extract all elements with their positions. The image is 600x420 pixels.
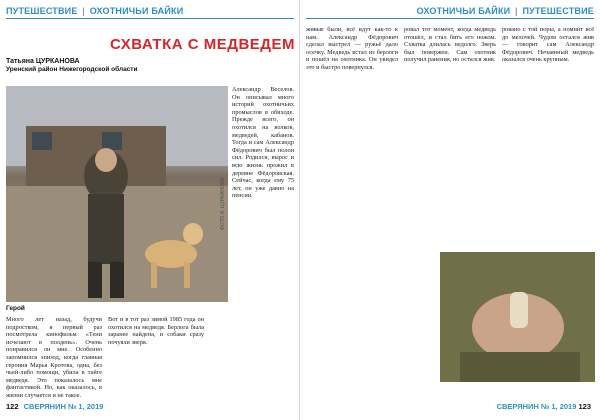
page-number-right: 123 (578, 402, 591, 411)
hero-photo (6, 86, 228, 302)
right-column-2: ровал тот момент, когда медведь отошёл, и стал бить его ножом. Схватка длилась недолго. Зверь был повержен. Сам охотник получил ранения, но остался жив. (404, 26, 496, 64)
magazine-name-right: СВЕРЯНИН № 1, 2019 (496, 402, 577, 411)
left-column-1: Много лет назад, будучи подростком, я первый раз посмотрела кинофильм «Тени исчезают в полдень». Очень понравился он мне. Особенно запомнился эпизод, когда главная героиня Марья Кротова, одна, без чьей-либо помощи, убила в тайге медведя. Это показалось мне фантастикой. Но, как оказалось, в жизни случается и не такое. (6, 316, 102, 399)
running-head-separator-right: | (515, 6, 518, 16)
right-page (300, 0, 600, 420)
running-head-right (417, 6, 594, 16)
page-number-left: 122 (6, 402, 19, 411)
running-head-section: ПУТЕШЕСТВИЕ (6, 6, 78, 16)
running-head-rule (6, 18, 294, 19)
photo-credit: ФОТО А. ЦУРКАНОВА (220, 177, 226, 230)
running-head-rubric: ОХОТНИЧЬИ БАЙКИ (89, 6, 184, 16)
hero-photo-caption: Герой (6, 305, 25, 312)
left-column-2: Александр Веселов. Он описывал много историй охотничьих промыслов в обиходе. Прежде всего, он охотился на волков, медведей, кабанов. Тогда и сам Александр Фёдорович был полон сил. Родился, вырос и всю жизнь прожил в деревне Фёдоровская. Сейчас, когда ему 75 лет, он уже давно на пенсии. (232, 86, 294, 200)
left-column-3: Вот и в тот раз зимой 1985 года он охотился на медведя. Берлога была заранее найдена, и собаки сразу почуяли зверя. (108, 316, 204, 346)
running-head-left (6, 6, 183, 16)
running-head-separator: | (82, 6, 85, 16)
right-column-3: ровано с той поры, а помнит всё до мелочей. Чудом остался жив — говорит сам Александр Фёдорович. Нечаянный медведь оказался очень крупным. (502, 26, 594, 64)
running-head-rubric-right: ОХОТНИЧЬИ БАЙКИ (416, 6, 511, 16)
magazine-name-left: СВЕРЯНИН № 1, 2019 (23, 402, 104, 411)
hero-photo-illustration (6, 86, 228, 302)
right-column-1: живые были, всё идут как-то к нам. Александр Фёдорович сделал выстрел — ружьё дало осечку. Медведь встал из берлоги и пошёл на охотника. Он увидел это и быстро повернулся. (306, 26, 398, 71)
thumb-photo (440, 252, 595, 382)
footer-left (6, 402, 103, 411)
running-head-rule-right (306, 18, 594, 19)
article-title: СХВАТКА С МЕДВЕДЕМ (110, 36, 295, 53)
author-affiliation: Уренский район Нижегородской области (6, 66, 138, 73)
author-name: Татьяна ЦУРКАНОВА (6, 58, 80, 65)
running-head-section-right: ПУТЕШЕСТВИЕ (522, 6, 594, 16)
footer-right (497, 402, 594, 411)
hand-with-tooth-illustration (440, 252, 595, 382)
